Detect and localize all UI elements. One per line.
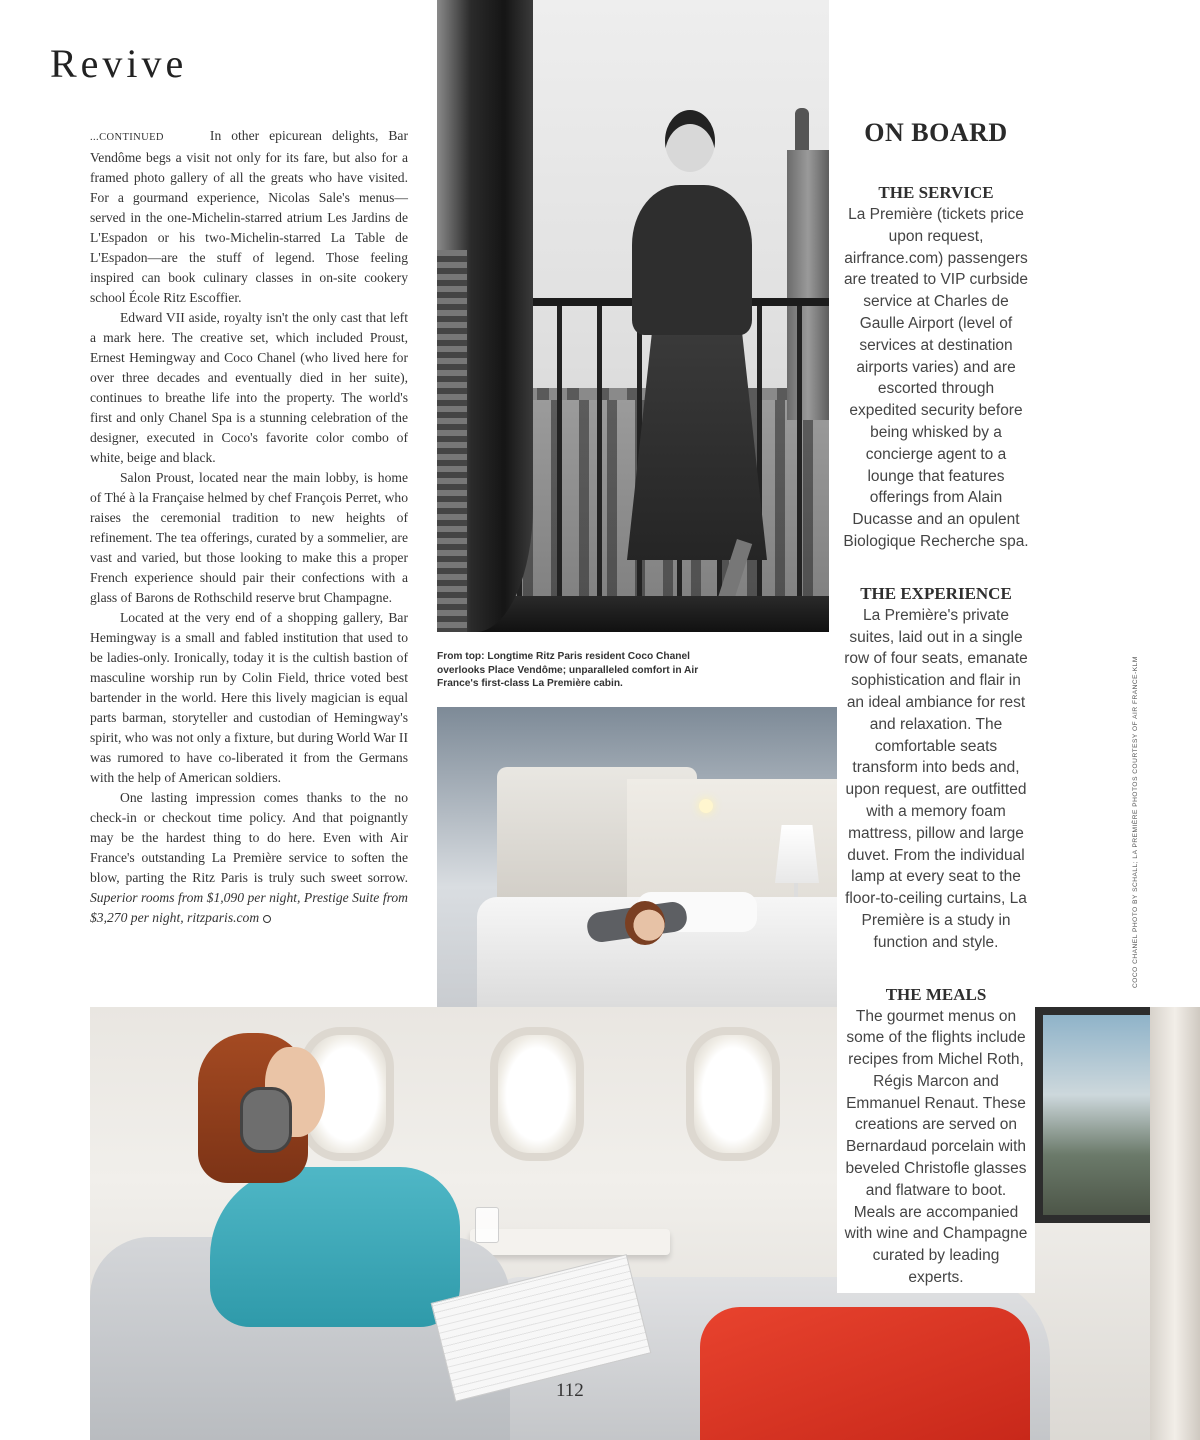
paragraph-text: In other epicurean delights, Bar Vendôme begs a visit not only for its fare, but also for a framed photo gallery of all the greats who have visited. For a gourmand experience, Nicolas Sale's menus—served in the one-Michelin-starred atrium Les Jardins de L'Espadon or his two-Michelin-starred La Table de L'Espadon—are the stuff of legend. Those feeling inspired can book culinary classes in on-site cookery school École Ritz Escoffier. bbox=[90, 128, 408, 305]
sidebar-section-title: THE SERVICE bbox=[878, 183, 994, 202]
on-board-sidebar bbox=[837, 108, 1035, 1293]
sidebar-section-text: The gourmet menus on some of the flights include recipes from Michel Roth, Régis Marcon and Emmanuel Renaut. These creations are served on Bernardaud porcelain with beveled Christofle glasses and flatware to boot. Meals are accompanied with wine and Champagne curated by leading experts. bbox=[844, 1007, 1028, 1287]
article-paragraph: Located at the very end of a shopping gallery, Bar Hemingway is a small and fabled institution that used to be ladies-only. Ironically, today it is the cultish bastion of masculine worship run by Colin Field, thrice voted best bartender in the world. Here this lively magician is equal parts barman, storyteller and custodian of Hemingway's spirit, who was not only a fixture, but during World War II was rumored to have co-liberated it from the Germans with the help of American soldiers. bbox=[90, 610, 408, 785]
photo-column-statue bbox=[795, 108, 809, 152]
sidebar-section-service bbox=[837, 182, 1035, 553]
photo-passenger-body bbox=[210, 1167, 460, 1327]
end-mark-icon bbox=[263, 915, 271, 923]
sidebar-section-text: La Première's private suites, laid out in a single row of four seats, emanate sophistication and flair in an ideal ambiance for rest and relaxation. The comfortable seats transform into beds and, upon request, are outfitted with a memory foam mattress, pillow and large duvet. From the individual lamp at every seat to the floor-to-ceiling curtains, La Première is a study in function and style. bbox=[844, 606, 1028, 951]
sidebar-section-meals bbox=[837, 984, 1035, 1293]
photo-side-table bbox=[470, 1229, 670, 1255]
article-paragraph bbox=[90, 126, 408, 308]
photo-cabin-window bbox=[686, 1027, 780, 1161]
photo-sleeper-head bbox=[625, 901, 665, 945]
photo-cabin-curtain bbox=[1150, 1007, 1200, 1440]
article-paragraph bbox=[90, 788, 408, 928]
sidebar-heading: ON BOARD bbox=[864, 118, 1008, 147]
sidebar-section-experience bbox=[837, 583, 1035, 954]
photo-cabin-window bbox=[490, 1027, 584, 1161]
coco-chanel-photo bbox=[437, 0, 829, 632]
photo-caption: From top: Longtime Ritz Paris resident Coco Chanel overlooks Place Vendôme; unparalleled comfort in Air France's first-class La Première cabin. bbox=[437, 651, 699, 689]
photo-figure-body bbox=[632, 185, 752, 335]
article-paragraph: Edward VII aside, royalty isn't the only cast that left a mark here. The creative set, which included Proust, Ernest Hemingway and Coco Chanel (who lived here for over three decades and eventually died in her suite), continues to breathe life into the property. The world's first and only Chanel Spa is a stunning celebration of the designer, executed in Coco's favorite color combo of white, beige and black. bbox=[90, 310, 408, 465]
page-number: 112 bbox=[556, 1380, 584, 1401]
article-paragraph: Salon Proust, located near the main lobby, is home of Thé à la Française helmed by chef François Perret, who raises the ceremonial tradition to new heights of refinement. The tea offerings, curated by a sommelier, are vast and varied, but those looking to make this a proper French experience should pair their confections with a glass of Barons de Rothschild reserve brut Champagne. bbox=[90, 470, 408, 605]
article-body bbox=[90, 126, 408, 928]
photo-credit: COCO CHANEL PHOTO BY SCHALL; LA PREMIÈRE PHOTOS COURTESY OF AIR FRANCE-KLM bbox=[1132, 656, 1139, 988]
section-title: Revive bbox=[50, 41, 188, 86]
photo-reading-light bbox=[699, 799, 713, 813]
photo-figure-head bbox=[665, 110, 715, 172]
photo-lamp-shade bbox=[775, 825, 819, 883]
photo-red-blanket bbox=[700, 1307, 1030, 1440]
photo-shutter bbox=[437, 250, 467, 632]
photo-glass bbox=[475, 1207, 499, 1243]
headphones-icon bbox=[240, 1087, 292, 1153]
sidebar-section-title: THE MEALS bbox=[885, 984, 987, 1004]
pricing-info: Superior rooms from $1,090 per night, Prestige Suite from $3,270 per night, ritzparis.com bbox=[90, 890, 408, 925]
sleeping-cabin-photo bbox=[437, 707, 837, 1007]
continued-label: ...CONTINUED bbox=[90, 132, 164, 143]
sidebar-section-text: La Première (tickets price upon request, airfrance.com) passengers are treated to VIP curbside service at Charles de Gaulle Airport (level of services at destination airports varies) and are escorted through expedited security before being whisked by a concierge agent to a lounge that features offerings from Alain Ducasse and an opulent Biologique Recherche spa. bbox=[843, 206, 1029, 550]
sidebar-section-title: THE EXPERIENCE bbox=[860, 583, 1012, 603]
paragraph-text: One lasting impression comes thanks to the no check-in or checkout time policy. And that poignantly may be the hardest thing to do here. Even with Air France's outstanding La Première service to soften the blow, parting the Ritz Paris is truly such sweet sorrow. bbox=[90, 790, 408, 885]
